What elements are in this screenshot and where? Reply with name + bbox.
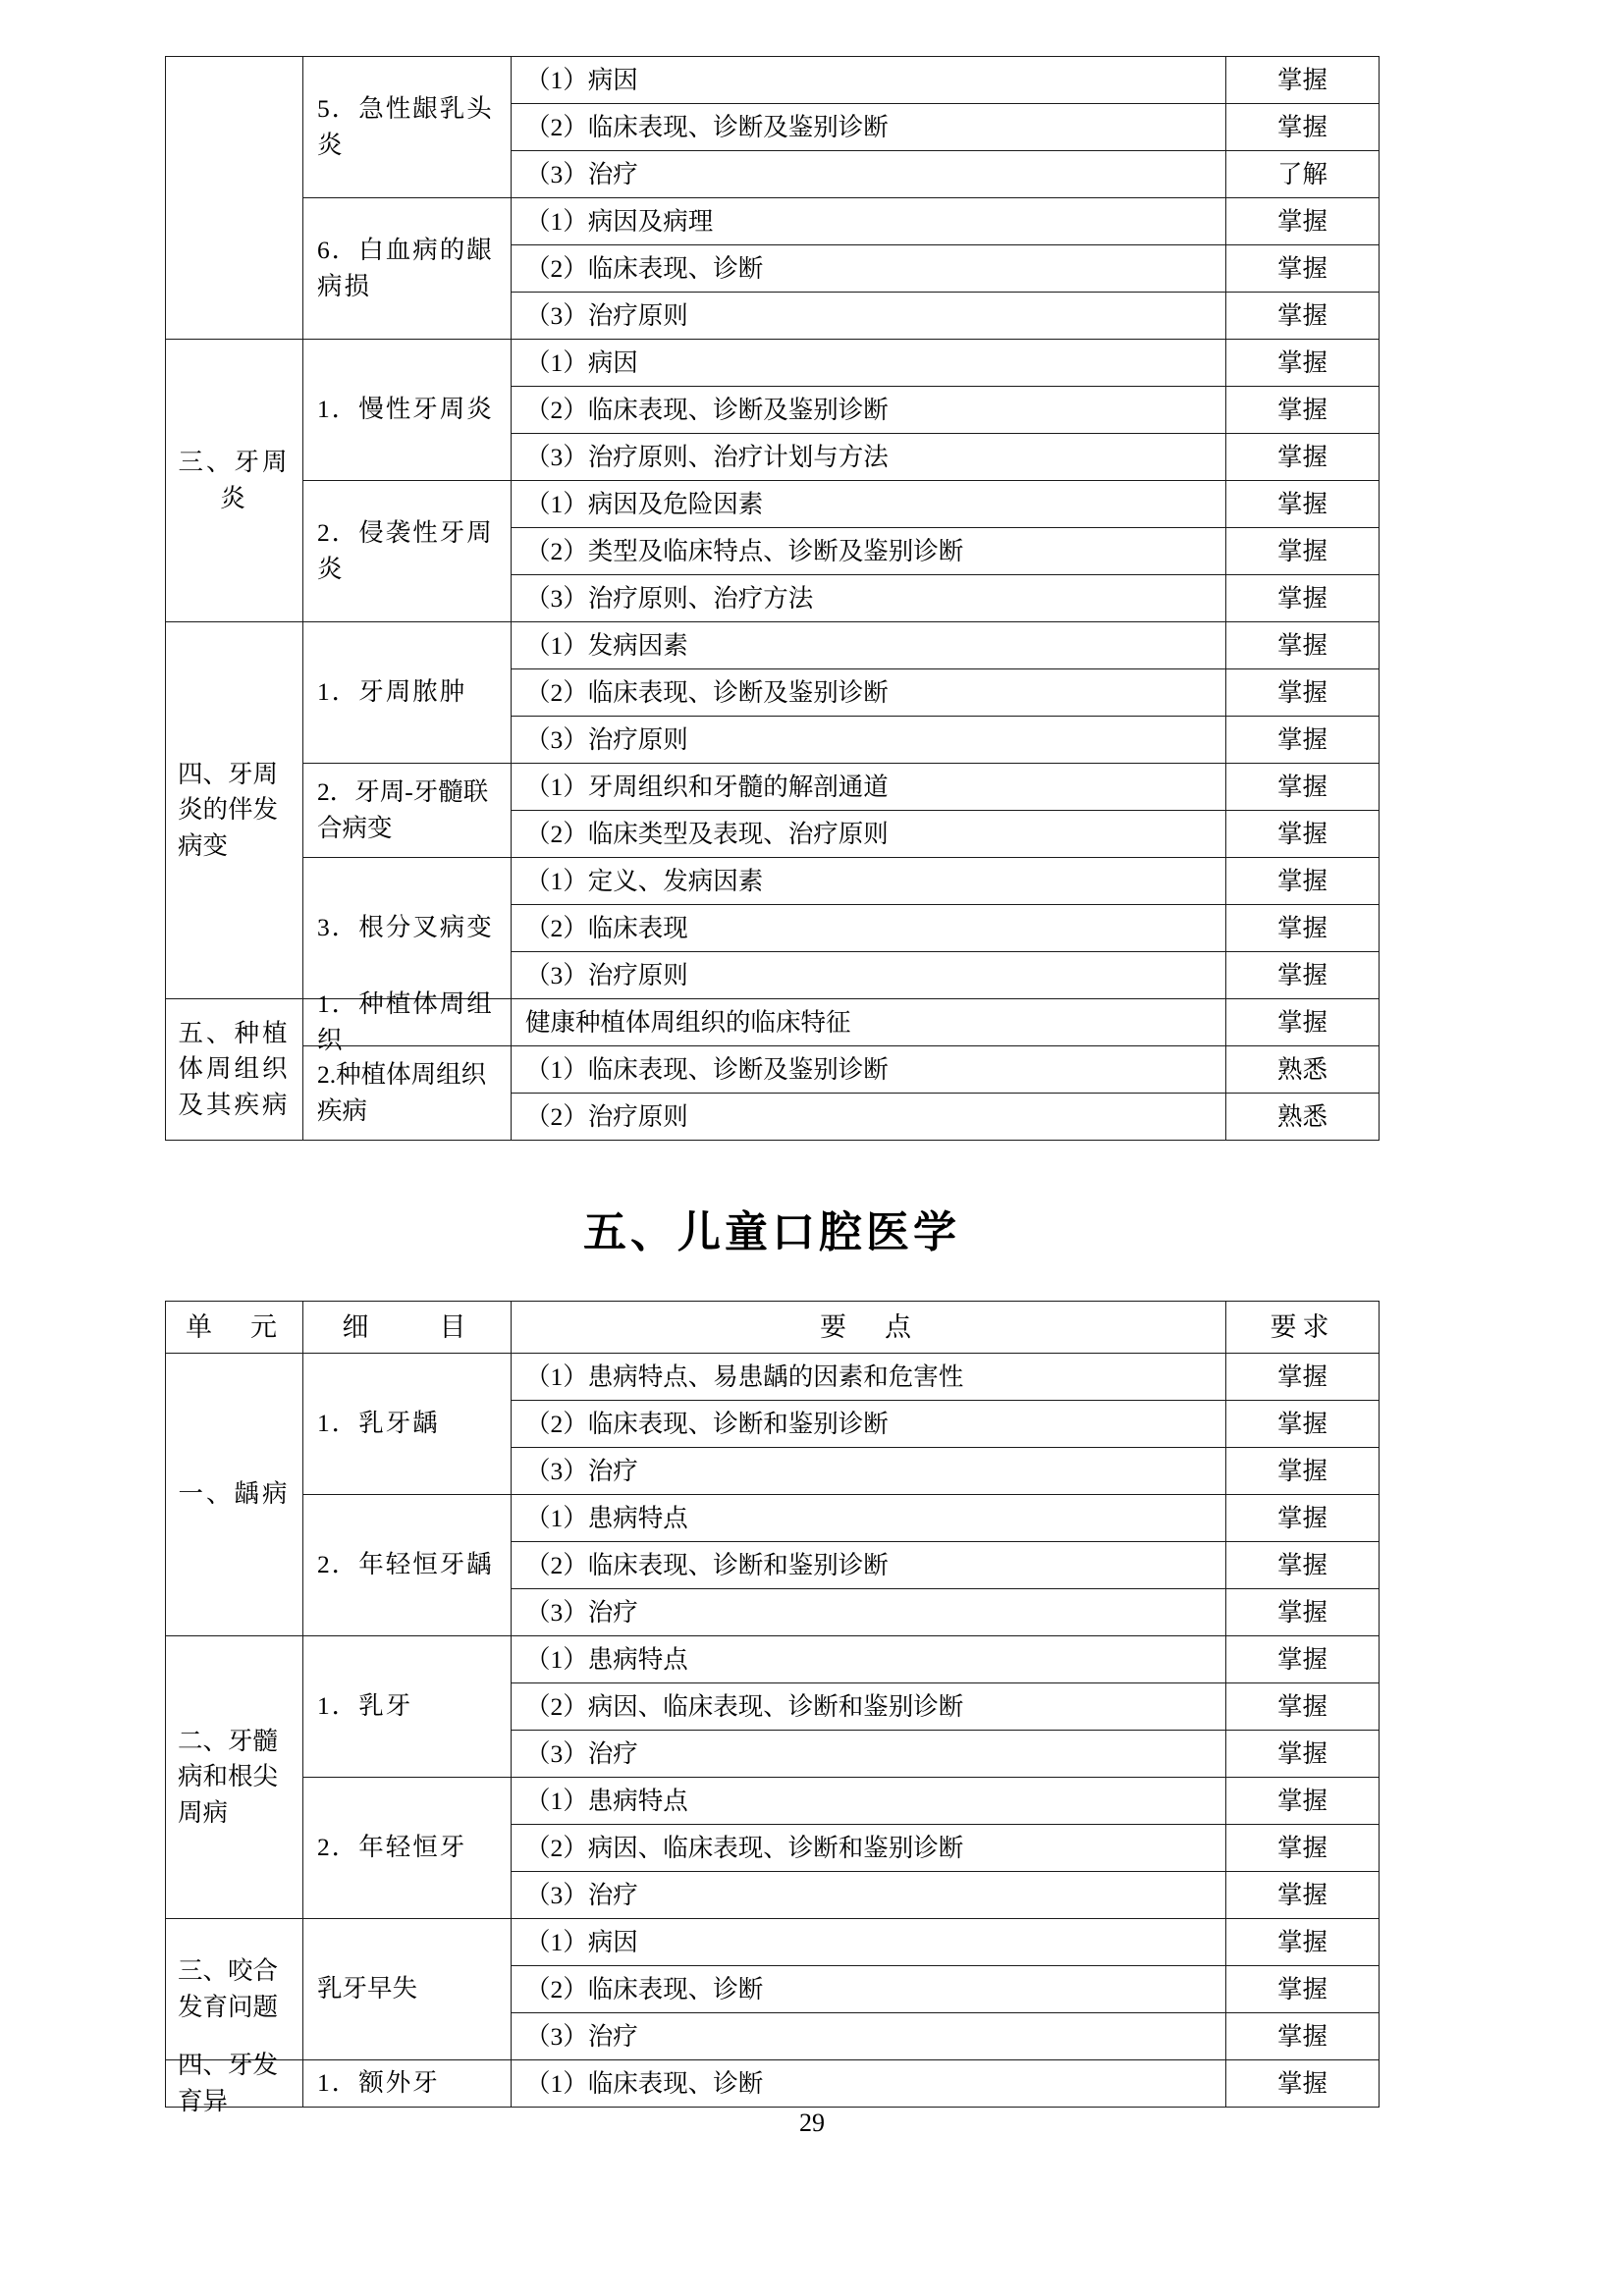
- item-cell: 2．侵袭性牙周炎: [303, 481, 512, 622]
- requirement-cell: 掌握: [1226, 2060, 1380, 2108]
- requirement-cell: 掌握: [1226, 717, 1380, 764]
- table-row: [166, 858, 1380, 905]
- point-cell: （1）病因: [512, 57, 1226, 104]
- requirement-cell: 掌握: [1226, 1354, 1380, 1401]
- point-cell: 健康种植体周组织的临床特征: [512, 999, 1226, 1046]
- requirement-cell: 掌握: [1226, 764, 1380, 811]
- table-row: [166, 2060, 1380, 2108]
- point-cell: （3）治疗原则、治疗计划与方法: [512, 434, 1226, 481]
- requirement-cell: 掌握: [1226, 1448, 1380, 1495]
- point-cell: （1）发病因素: [512, 622, 1226, 669]
- item-cell: 3．根分叉病变: [303, 858, 512, 999]
- point-cell: （3）治疗: [512, 1448, 1226, 1495]
- requirement-cell: 掌握: [1226, 2013, 1380, 2060]
- requirement-cell: 掌握: [1226, 622, 1380, 669]
- point-cell: （2）病因、临床表现、诊断和鉴别诊断: [512, 1825, 1226, 1872]
- point-cell: （1）病因: [512, 1919, 1226, 1966]
- unit-cell-periimplant: 五、种植体周组织及其疾病: [166, 999, 303, 1141]
- requirement-cell: 掌握: [1226, 434, 1380, 481]
- requirement-cell: 掌握: [1226, 1731, 1380, 1778]
- table-row: [166, 198, 1380, 245]
- requirement-cell: 掌握: [1226, 340, 1380, 387]
- requirement-cell: 掌握: [1226, 858, 1380, 905]
- point-cell: （1）患病特点: [512, 1495, 1226, 1542]
- unit-cell-occlusal-development: 三、咬合发育问题: [166, 1919, 303, 2060]
- point-cell: （3）治疗: [512, 151, 1226, 198]
- requirement-cell: 掌握: [1226, 1495, 1380, 1542]
- requirement-cell: 掌握: [1226, 57, 1380, 104]
- requirement-cell: 掌握: [1226, 1401, 1380, 1448]
- requirement-cell: 掌握: [1226, 104, 1380, 151]
- item-cell: 1．种植体周组织: [303, 999, 512, 1046]
- table-row: [166, 999, 1380, 1046]
- point-cell: （2）临床表现: [512, 905, 1226, 952]
- top-spacer: [165, 0, 1379, 56]
- point-cell: （1）患病特点: [512, 1778, 1226, 1825]
- requirement-cell: 掌握: [1226, 1778, 1380, 1825]
- column-header-point: 要 点: [512, 1302, 1226, 1354]
- point-cell: （3）治疗原则: [512, 952, 1226, 999]
- syllabus-table-pediatric-dentistry: [165, 1301, 1380, 2115]
- item-cell: 乳牙早失: [303, 1919, 512, 2060]
- requirement-cell: 掌握: [1226, 528, 1380, 575]
- point-cell: （1）定义、发病因素: [512, 858, 1226, 905]
- point-cell: （2）临床表现、诊断和鉴别诊断: [512, 1401, 1226, 1448]
- unit-cell-periodontitis: 三、牙周炎: [166, 340, 303, 622]
- requirement-cell: 掌握: [1226, 1683, 1380, 1731]
- item-cell: 1．额外牙: [303, 2060, 512, 2108]
- point-cell: （1）患病特点: [512, 1636, 1226, 1683]
- point-cell: （2）类型及临床特点、诊断及鉴别诊断: [512, 528, 1226, 575]
- unit-cell-complications: 四、牙周炎的伴发病变: [166, 622, 303, 999]
- requirement-cell: 掌握: [1226, 1919, 1380, 1966]
- item-cell: 2．年轻恒牙: [303, 1778, 512, 1919]
- requirement-cell: 了解: [1226, 151, 1380, 198]
- point-cell: （1）病因及病理: [512, 198, 1226, 245]
- point-cell: （2）临床表现、诊断及鉴别诊断: [512, 104, 1226, 151]
- point-cell: （1）临床表现、诊断: [512, 2060, 1226, 2108]
- point-cell: （2）临床表现、诊断及鉴别诊断: [512, 669, 1226, 717]
- unit-cell-tooth-development: 四、牙发育异: [166, 2060, 303, 2108]
- requirement-cell: 掌握: [1226, 1825, 1380, 1872]
- item-cell: 1．乳牙: [303, 1636, 512, 1778]
- item-cell: 1．慢性牙周炎: [303, 340, 512, 481]
- requirement-cell: 熟悉: [1226, 1046, 1380, 1094]
- requirement-cell: 掌握: [1226, 293, 1380, 340]
- page-title: 五、儿童口腔医学: [583, 1208, 960, 1256]
- requirement-cell: 掌握: [1226, 1636, 1380, 1683]
- point-cell: （2）临床表现、诊断及鉴别诊断: [512, 387, 1226, 434]
- requirement-cell: 掌握: [1226, 387, 1380, 434]
- item-cell: 2.种植体周组织疾病: [303, 1046, 512, 1141]
- item-cell: 5．急性龈乳头炎: [303, 57, 512, 198]
- requirement-cell: 掌握: [1226, 1966, 1380, 2013]
- point-cell: （2）临床类型及表现、治疗原则: [512, 811, 1226, 858]
- table-row: [166, 481, 1380, 528]
- requirement-cell: 掌握: [1226, 245, 1380, 293]
- column-header-item: 细 目: [303, 1302, 512, 1354]
- requirement-cell: 掌握: [1226, 575, 1380, 622]
- requirement-cell: 掌握: [1226, 198, 1380, 245]
- column-header-unit: 单 元: [166, 1302, 303, 1354]
- requirement-cell: 掌握: [1226, 1589, 1380, 1636]
- point-cell: （2）临床表现、诊断和鉴别诊断: [512, 1542, 1226, 1589]
- point-cell: （3）治疗: [512, 1872, 1226, 1919]
- item-cell: 6．白血病的龈病损: [303, 198, 512, 340]
- unit-cell-blank: [166, 57, 303, 340]
- table-row: [166, 57, 1380, 104]
- table-row: [166, 1636, 1380, 1683]
- requirement-cell: 掌握: [1226, 905, 1380, 952]
- point-cell: （3）治疗原则: [512, 717, 1226, 764]
- page-content: [165, 0, 1379, 2115]
- requirement-cell: 掌握: [1226, 481, 1380, 528]
- section-spacer-bottom: [165, 1259, 1379, 1301]
- column-header-requirement: 要求: [1226, 1302, 1380, 1354]
- syllabus-table-periodontics: [165, 56, 1380, 1141]
- requirement-cell: 掌握: [1226, 669, 1380, 717]
- requirement-cell: 掌握: [1226, 952, 1380, 999]
- item-cell: 2．年轻恒牙龋: [303, 1495, 512, 1636]
- table-header-row: [166, 1302, 1380, 1354]
- table-row: [166, 1778, 1380, 1825]
- table-row: [166, 764, 1380, 811]
- point-cell: （1）病因及危险因素: [512, 481, 1226, 528]
- table-row: [166, 1354, 1380, 1401]
- point-cell: （3）治疗原则: [512, 293, 1226, 340]
- point-cell: （1）牙周组织和牙髓的解剖通道: [512, 764, 1226, 811]
- requirement-cell: 掌握: [1226, 999, 1380, 1046]
- requirement-cell: 掌握: [1226, 1872, 1380, 1919]
- requirement-cell: 掌握: [1226, 811, 1380, 858]
- requirement-cell: 掌握: [1226, 1542, 1380, 1589]
- table-row: [166, 340, 1380, 387]
- requirement-cell: 熟悉: [1226, 1094, 1380, 1141]
- table-row: [166, 622, 1380, 669]
- point-cell: （2）临床表现、诊断: [512, 245, 1226, 293]
- point-cell: （2）病因、临床表现、诊断和鉴别诊断: [512, 1683, 1226, 1731]
- point-cell: （1）患病特点、易患龋的因素和危害性: [512, 1354, 1226, 1401]
- point-cell: （1）病因: [512, 340, 1226, 387]
- table-row: [166, 1495, 1380, 1542]
- point-cell: （2）治疗原则: [512, 1094, 1226, 1141]
- page-number: 29: [799, 2109, 825, 2137]
- item-cell: 1．牙周脓肿: [303, 622, 512, 764]
- point-cell: （2）临床表现、诊断: [512, 1966, 1226, 2013]
- point-cell: （1）临床表现、诊断及鉴别诊断: [512, 1046, 1226, 1094]
- point-cell: （3）治疗: [512, 1589, 1226, 1636]
- point-cell: （3）治疗: [512, 2013, 1226, 2060]
- item-cell: 1．乳牙龋: [303, 1354, 512, 1495]
- unit-cell-caries: 一、龋病: [166, 1354, 303, 1636]
- table-row: [166, 1919, 1380, 1966]
- point-cell: （3）治疗原则、治疗方法: [512, 575, 1226, 622]
- point-cell: （3）治疗: [512, 1731, 1226, 1778]
- unit-cell-pulp-periapical: 二、牙髓病和根尖周病: [166, 1636, 303, 1919]
- item-cell: 2．牙周-牙髓联合病变: [303, 764, 512, 858]
- section-spacer-top: [165, 1141, 1379, 1197]
